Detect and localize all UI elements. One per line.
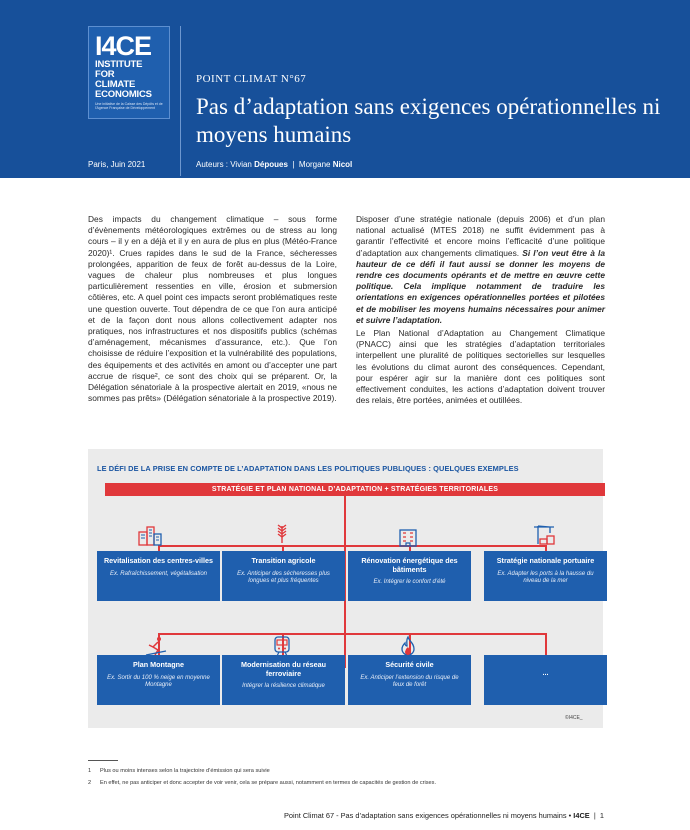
footnote-number: 2: [88, 780, 92, 786]
i4ce-logo[interactable]: [88, 26, 170, 119]
policy-box[interactable]: [222, 655, 345, 705]
box-title: Rénovation énergétique des bâtiments: [361, 556, 458, 574]
box-example: Ex. Anticiper des sécheresses plus longues et plus fréquentes: [237, 570, 330, 584]
connector-row1: [158, 545, 546, 547]
policy-box[interactable]: [97, 551, 220, 601]
box-title: ...: [542, 668, 549, 677]
policy-box[interactable]: [222, 551, 345, 601]
footer-brand: I4CE: [573, 811, 590, 820]
policy-box[interactable]: [484, 551, 607, 601]
port-crane-icon: [532, 523, 556, 545]
series-label: POINT CLIMAT N°67: [196, 73, 307, 85]
building-icon: [396, 525, 420, 547]
policy-box[interactable]: [348, 655, 471, 705]
paragraph-1: Des impacts du changement climatique – sous forme d’évènements météorologiques extrêmes ou de stress au long cours – il y en a déjà et il y en aura de plus en plus (Météo-France 2020)¹. Crues rapides dans le sud de la France, sécheresses prolongées, apparition de feux de forêt au-dessus de la Loire, vagues de chaleur plus nombreuses et plus longues particulièrement ressenties en ville, érosion et submersion côtières, etc. A quel point ces impacts seront problématiques reste une question ouverte. Tout dépendra de ce que l’on aura anticipé et de la façon dont nous allons collectivement adapter nos pratiques, nos infrastructures et nos dispositifs publics (schémas d’aménagement, mécanismes d’assurance, etc.). Que l’on choisisse de réduire l’exposition et la vulnérabilité des populations, des équipements et des activités en amont ou d’accepter une part accrue de risque², ce sont des choix qui se préparent. Or, la Délégation sénatoriale à la prospective alertait en 2019, «nous ne sommes pas prêts» (Délégation sénatoriale à la prospective 2019).: [88, 214, 337, 404]
wheat-icon: [270, 522, 294, 544]
page-title: Pas d’adaptation sans exigences opérationnelles ni moyens humains: [196, 94, 661, 147]
logo-tagline: Une initiative de la Caisse des Dépôts et de l'Agence Française de Développement: [95, 102, 163, 110]
connector-drop: [545, 633, 547, 655]
author-separator: |: [292, 160, 295, 169]
logo-main: I4CE: [95, 31, 152, 61]
logo-line3: ECONOMICS: [95, 89, 152, 100]
footnote-rule: [88, 760, 118, 761]
logo-line1: INSTITUTE FOR: [95, 59, 143, 80]
fire-icon: [396, 635, 420, 657]
footnote-text: Plus ou moins intenses selon la trajectoire d’émission qui sera suivie: [100, 768, 270, 774]
box-example: Intégrer la résilience climatique: [242, 683, 325, 689]
paragraph-3: Le Plan National d’Adaptation au Changement Climatique (PNACC) ainsi que les stratégies d’adaptation territoriales interpellent une pluralité de politiques sectorielles sur lesquelles les évolutions du climat auront des conséquences. Cependant, pour espérer agir sur la manière dont ces politiques sont effectivement conduites, les actions d’adaptation doivent trouver des relais, être portées, animées et outillées.: [356, 328, 605, 406]
box-title: Transition agricole: [251, 556, 316, 565]
box-title: Revitalisation des centres-villes: [103, 556, 214, 565]
paragraph-2-emphasis: Si l’on veut être à la hauteur de ce défi il faut aussi se donner les moyens de rendre ces documents opérants et de mettre en œuvre cette politique. Cela implique notamment de traduire les orientations en exigences opérationnelles portées et pilotées et de mobiliser les moyens humains nécessaires pour animer et suivre l’adaptation.: [356, 247, 606, 325]
paragraph-2: [356, 214, 605, 326]
strategy-banner: STRATÉGIE ET PLAN NATIONAL D’ADAPTATION + STRATÉGIES TERRITORIALES: [105, 483, 605, 496]
buildings-icon: [138, 524, 162, 546]
authors: [196, 160, 352, 169]
policy-box[interactable]: [97, 655, 220, 705]
left-column: [88, 214, 337, 406]
box-title: Sécurité civile: [385, 660, 434, 669]
footnote: [88, 780, 436, 786]
right-column: [356, 214, 605, 408]
policy-diagram: [88, 449, 603, 728]
policy-box[interactable]: [348, 551, 471, 601]
author-2-first: Morgane: [298, 160, 331, 169]
diagram-title: LE DÉFI DE LA PRISE EN COMPTE DE L’ADAPTATION DANS LES POLITIQUES PUBLIQUES : QUELQUES EXEMPLES: [97, 464, 519, 473]
page-footer: [284, 811, 604, 820]
footnote: [88, 768, 270, 774]
author-1: Dépoues: [254, 160, 288, 169]
logo-line2: CLIMATE: [95, 79, 136, 90]
box-example: Ex. Adapter les ports à la hausse du niveau de la mer: [497, 570, 594, 584]
box-example: Ex. Anticiper l’extension du risque de feux de forêt: [360, 674, 459, 688]
publication-date: Paris, Juin 2021: [88, 160, 146, 169]
page-number: 1: [599, 811, 604, 820]
policy-box-more[interactable]: [484, 655, 607, 705]
box-example: Ex. Intégrer le confort d’été: [373, 579, 446, 585]
diagram-copyright: ©I4CE_: [565, 715, 583, 721]
train-icon: [270, 635, 294, 657]
footer-text: Point Climat 67 - Pas d’adaptation sans exigences opérationnelles ni moyens humains •: [283, 811, 572, 820]
header-banner: [0, 0, 690, 178]
box-title: Stratégie nationale portuaire: [496, 556, 595, 565]
box-example: Ex. Rafraîchissement, végétalisation: [109, 570, 208, 577]
author-2: Nicol: [332, 160, 353, 169]
footer-separator: |: [593, 811, 596, 820]
box-title: Plan Montagne: [132, 660, 185, 669]
connector-row2: [158, 633, 546, 635]
footnote-number: 1: [88, 768, 92, 774]
header-divider: [180, 26, 181, 176]
box-title: Modernisation du réseau ferroviaire: [240, 660, 327, 678]
authors-label: Auteurs : Vivian: [196, 160, 252, 169]
paragraph-2-text: Disposer d’une stratégie nationale (depuis 2006) et d’un plan national actualisé (MTES 2018) ne suffit évidemment pas à garantir l’effectivité et encore moins l’efficacité d’une politique d’adaptation aux changements climatiques.: [356, 214, 605, 258]
footnote-text: En effet, ne pas anticiper et donc accepter de voir venir, cela se prépare aussi, notamment en termes de capacités de gestion de crises.: [100, 780, 437, 786]
box-example: Ex. Sortir du 100 % neige en moyenne Montagne: [107, 674, 210, 688]
